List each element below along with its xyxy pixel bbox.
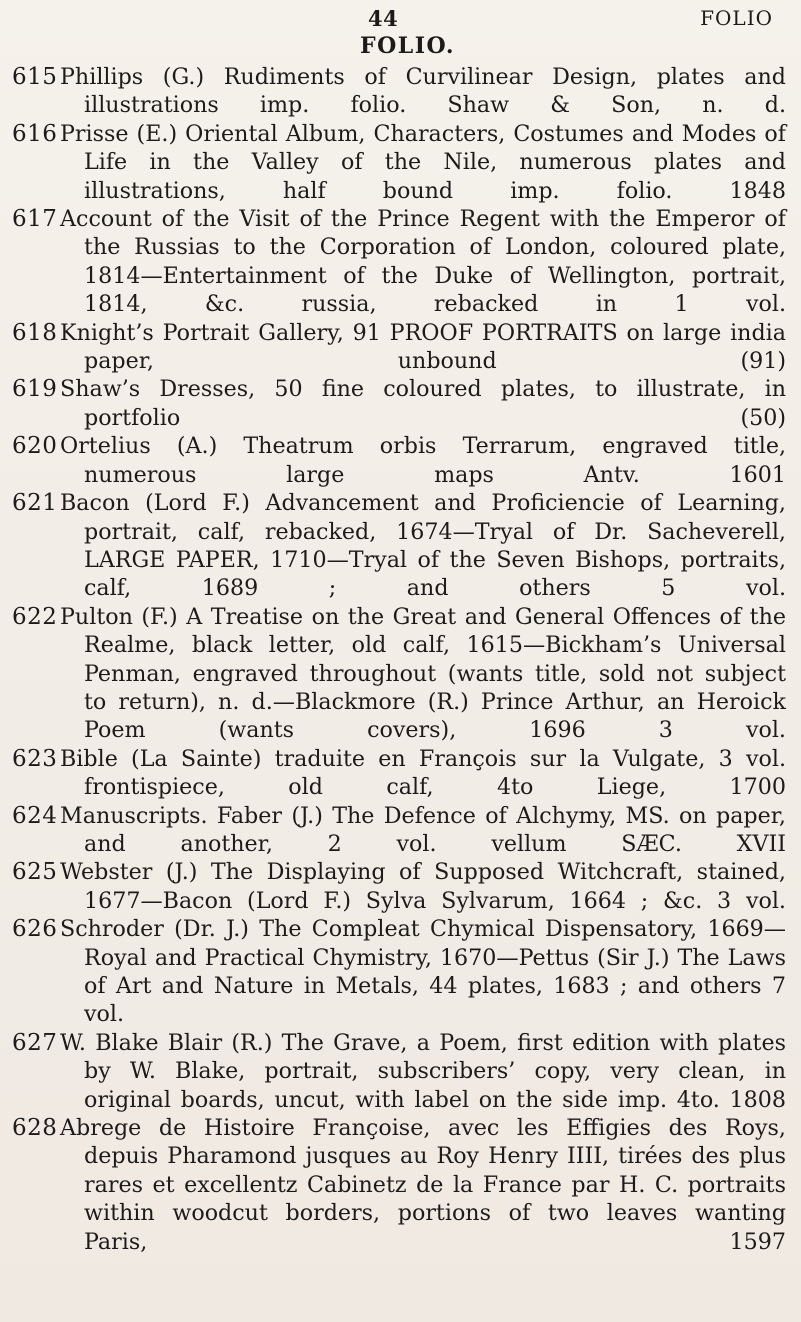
lot-description: Pulton (F.) A Treatise on the Great and General Offences of the Realme, black letter, old calf, 1615—Bickham’s Universal Penman, engraved throughout (wants title, sold not subject to return), n. d.—Blackmore (R.) Prince Arthur, an Heroick Poem (wants covers), 1696 3 vol.: [60, 603, 786, 744]
lot-entry: [0, 319, 801, 376]
lot-description: Account of the Visit of the Prince Regent with the Emperor of the Russias to the Corporation of London, coloured plate, 1814—Entertainment of the Duke of Wellington, portrait, 1814, &c. russia, rebacked in 1 vol.: [60, 206, 786, 318]
lot-number: 620: [12, 433, 58, 460]
lot-description: Phillips (G.) Rudiments of Curvilinear Design, plates and illustrations imp. folio. Shaw & Son, n. d.: [60, 64, 786, 119]
lot-number: 618: [12, 319, 58, 346]
lot-number: 619: [12, 376, 58, 403]
lot-number: 615: [12, 64, 58, 90]
lot-number: 617: [12, 206, 58, 233]
lot-entry: [0, 432, 801, 489]
lot-description: Manuscripts. Faber (J.) The Defence of Alchymy, MS. on paper, and another, 2 vol. vellum SÆC. XVII: [60, 802, 786, 857]
lot-description: Webster (J.) The Displaying of Supposed Witchcraft, stained, 1677—Bacon (Lord F.) Sylva Sylvarum, 1664 ; &c. 3 vol.: [60, 859, 786, 914]
lot-entry: [0, 63, 801, 120]
lot-entry: [0, 375, 801, 432]
lot-description: Shaw’s Dresses, 50 fine coloured plates, to illustrate, in portfolio (50): [60, 376, 786, 431]
lot-description: Abrege de Histoire Françoise, avec les Effigies des Roys, depuis Pharamond jusques au Roy Henry IIII, tirées des plus rares et excellentz Cabinetz de la France par H. C. portraits within woodcut borders, portions of two leaves wanting Paris, 1597: [60, 1115, 786, 1255]
lot-description: Prisse (E.) Oriental Album, Characters, Costumes and Modes of Life in the Valley of the Nile, numerous plates and illustrations, half bound imp. folio. 1848: [60, 120, 786, 204]
lot-entry: [0, 745, 801, 802]
lot-number: 627: [12, 1029, 58, 1056]
lot-description: Knight’s Portrait Gallery, 91 PROOF PORTRAITS on large india paper, unbound (91): [60, 319, 786, 375]
lot-number: 626: [12, 916, 58, 943]
lot-description: Ortelius (A.) Theatrum orbis Terrarum, engraved title, numerous large maps Antv. 1601: [60, 433, 786, 488]
lot-number: 622: [12, 603, 58, 630]
lot-number: 625: [12, 859, 58, 886]
lot-description: Bible (La Sainte) traduite en François sur la Vulgate, 3 vol. frontispiece, old calf, 4to Liege, 1700: [60, 745, 786, 801]
lot-number: 621: [12, 490, 58, 517]
lot-number: 616: [12, 120, 58, 147]
lot-entry: [0, 858, 801, 915]
running-head: [0, 6, 801, 32]
lot-entry: [0, 603, 801, 745]
lot-entry: [0, 120, 801, 205]
lot-number: 623: [12, 745, 58, 772]
lot-list: [0, 63, 801, 1256]
lot-entry: [0, 1029, 801, 1114]
lot-description: W. Blake Blair (R.) The Grave, a Poem, first edition with plates by W. Blake, portrait, subscribers’ copy, very clean, in original boards, uncut, with label on the side imp. 4to. 1808: [60, 1029, 786, 1113]
lot-entry: [0, 1114, 801, 1256]
lot-description: Bacon (Lord F.) Advancement and Proficiencie of Learning, portrait, calf, rebacked, 1674—Tryal of Dr. Sacheverell, LARGE PAPER, 1710—Tryal of the Seven Bishops, portraits, calf, 1689 ; and others 5 vol.: [60, 490, 786, 602]
section-heading: FOLIO.: [359, 33, 456, 59]
lot-number: 628: [12, 1115, 58, 1142]
lot-entry: [0, 489, 801, 603]
lot-entry: [0, 205, 801, 319]
running-title: FOLIO: [700, 6, 773, 30]
lot-description: Schroder (Dr. J.) The Compleat Chymical Dispensatory, 1669—Royal and Practical Chymistry, 1670—Pettus (Sir J.) The Laws of Art and Nature in Metals, 44 plates, 1683 ; and others 7 vol.: [60, 916, 786, 1028]
lot-entry: [0, 915, 801, 1029]
page-number: 44: [368, 6, 399, 31]
lot-number: 624: [12, 802, 58, 829]
lot-entry: [0, 802, 801, 859]
